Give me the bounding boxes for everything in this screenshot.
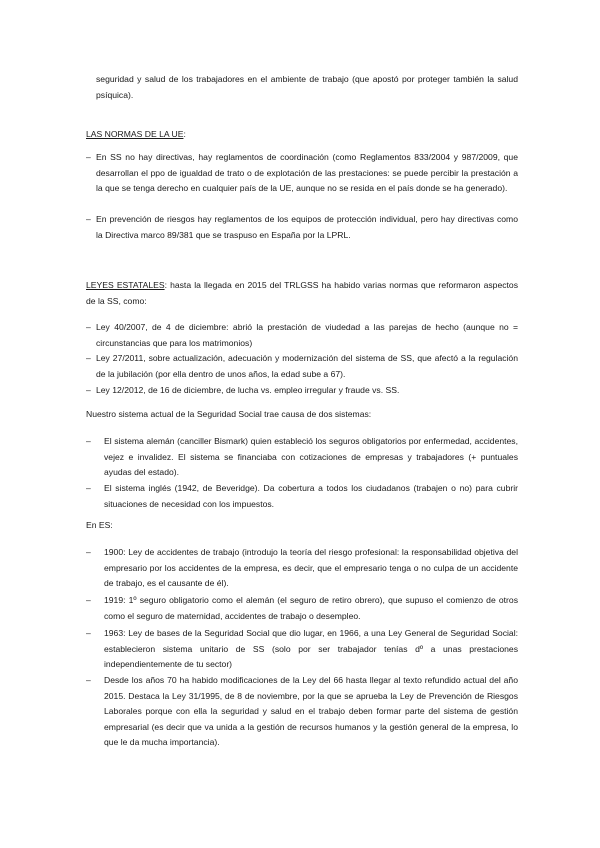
estatales-item-text: Ley 27/2011, sobre actualización, adecuación y modernización del sistema de SS, que afectó a la regulación de la jubilación (por ella dentro de unos años, la edad sube a 67).	[96, 353, 518, 379]
es-item-text: 1900: Ley de accidentes de trabajo (introdujo la teoría del riesgo profesional: la responsabilidad objetiva del empresario por los accidentes de la empresa, es decir, que el empresario tenga o no culpa de un accidente de trabajo, es el causante de él).	[104, 547, 518, 588]
dash-bullet-icon: –	[86, 436, 91, 446]
dash-bullet-icon: –	[86, 385, 91, 395]
ue-heading	[86, 127, 186, 143]
estatales-heading: LEYES ESTATALES	[86, 280, 165, 290]
estatales-intro-text: : hasta la llegada en 2015 del TRLGSS ha habido varias normas que reformaron aspectos de la SS, como:	[86, 280, 518, 306]
estatales-item-text: Ley 40/2007, de 4 de diciembre: abrió la prestación de viudedad a las parejas de hecho (aunque no = circunstancias que para los matrimonios)	[96, 322, 518, 348]
es-list-item	[86, 545, 518, 592]
estatales-intro	[86, 278, 518, 309]
estatales-list-item	[86, 320, 518, 351]
sistemas-intro: Nuestro sistema actual de la Seguridad Social trae causa de dos sistemas:	[86, 409, 372, 419]
estatales-item-text: Ley 12/2012, de 16 de diciembre, de lucha vs. empleo irregular y fraude vs. SS.	[96, 385, 400, 395]
sistemas-item-text: El sistema inglés (1942, de Beveridge). Da cobertura a todos los ciudadanos (trabajen o no) para cubrir situaciones de necesidad con los impuestos.	[104, 483, 518, 509]
intro-paragraph: seguridad y salud de los trabajadores en el ambiente de trabajo (que apostó por proteger también la salud psíquica).	[96, 74, 518, 100]
dash-bullet-icon: –	[86, 675, 91, 685]
sistemas-list-item	[86, 434, 518, 481]
ue-heading-text: LAS NORMAS DE LA UE	[86, 129, 184, 139]
estatales-list-item	[86, 351, 518, 382]
dash-bullet-icon: –	[86, 595, 91, 605]
ue-heading-colon: :	[183, 129, 186, 139]
ue-item-text: En SS no hay directivas, hay reglamentos de coordinación (como Reglamentos 833/2004 y 987/2009, que desarrollan el ppo de igualdad de trato o de explotación de las prestaciones: se puede percibir la prestación a la que se tenga derecho en cualquier país de la UE, aunque no se resida en el país donde se ha generado).	[96, 152, 518, 193]
ue-item-text: En prevención de riesgos hay reglamentos de los equipos de protección individual, pero hay directivas como la Directiva marco 89/381 que se traspuso en España por la LPRL.	[96, 214, 518, 240]
es-item-text: 1919: 1º seguro obligatorio como el alemán (el seguro de retiro obrero), que supuso el comienzo de otros como el seguro de maternidad, accidentes de trabajo o desempleo.	[104, 595, 518, 621]
es-list-item	[86, 673, 518, 751]
es-list-item	[86, 626, 518, 673]
dash-bullet-icon: –	[86, 152, 91, 162]
sistemas-item-text: El sistema alemán (canciller Bismark) quien estableció los seguros obligatorios por enfermedad, accidentes, vejez e invalidez. El sistema se financiaba con cotizaciones de empresas y trabajadores (+ puntuales ayudas del estado).	[104, 436, 518, 477]
dash-bullet-icon: –	[86, 353, 91, 363]
sistemas-list-item	[86, 481, 518, 512]
dash-bullet-icon: –	[86, 547, 91, 557]
estatales-list-item	[86, 383, 518, 399]
dash-bullet-icon: –	[86, 483, 91, 493]
es-list-item	[86, 593, 518, 624]
dash-bullet-icon: –	[86, 322, 91, 332]
es-heading: En ES:	[86, 520, 113, 530]
es-item-text: Desde los años 70 ha habido modificaciones de la Ley del 66 hasta llegar al texto refundido actual del año 2015. Destaca la Ley 31/1995, de 8 de noviembre, por la que se aprueba la Ley de Prevención de Riesgos Laborales porque con ella la seguridad y salud en el trabajo deben formar parte del sistema de gestión empresarial (es decir que va unida a la gestión de recursos humanos y la gestión general de la empresa, lo que le da mucha importancia).	[104, 675, 518, 747]
es-item-text: 1963: Ley de bases de la Seguridad Social que dio lugar, en 1966, a una Ley General de Seguridad Social: establecieron sistema unitario de SS (solo por ser trabajador tenías dº a unas prestaciones independientemente de tu sector)	[104, 628, 518, 669]
dash-bullet-icon: –	[86, 628, 91, 638]
dash-bullet-icon: –	[86, 214, 91, 224]
ue-list-item	[86, 212, 518, 243]
ue-list-item	[86, 150, 518, 197]
